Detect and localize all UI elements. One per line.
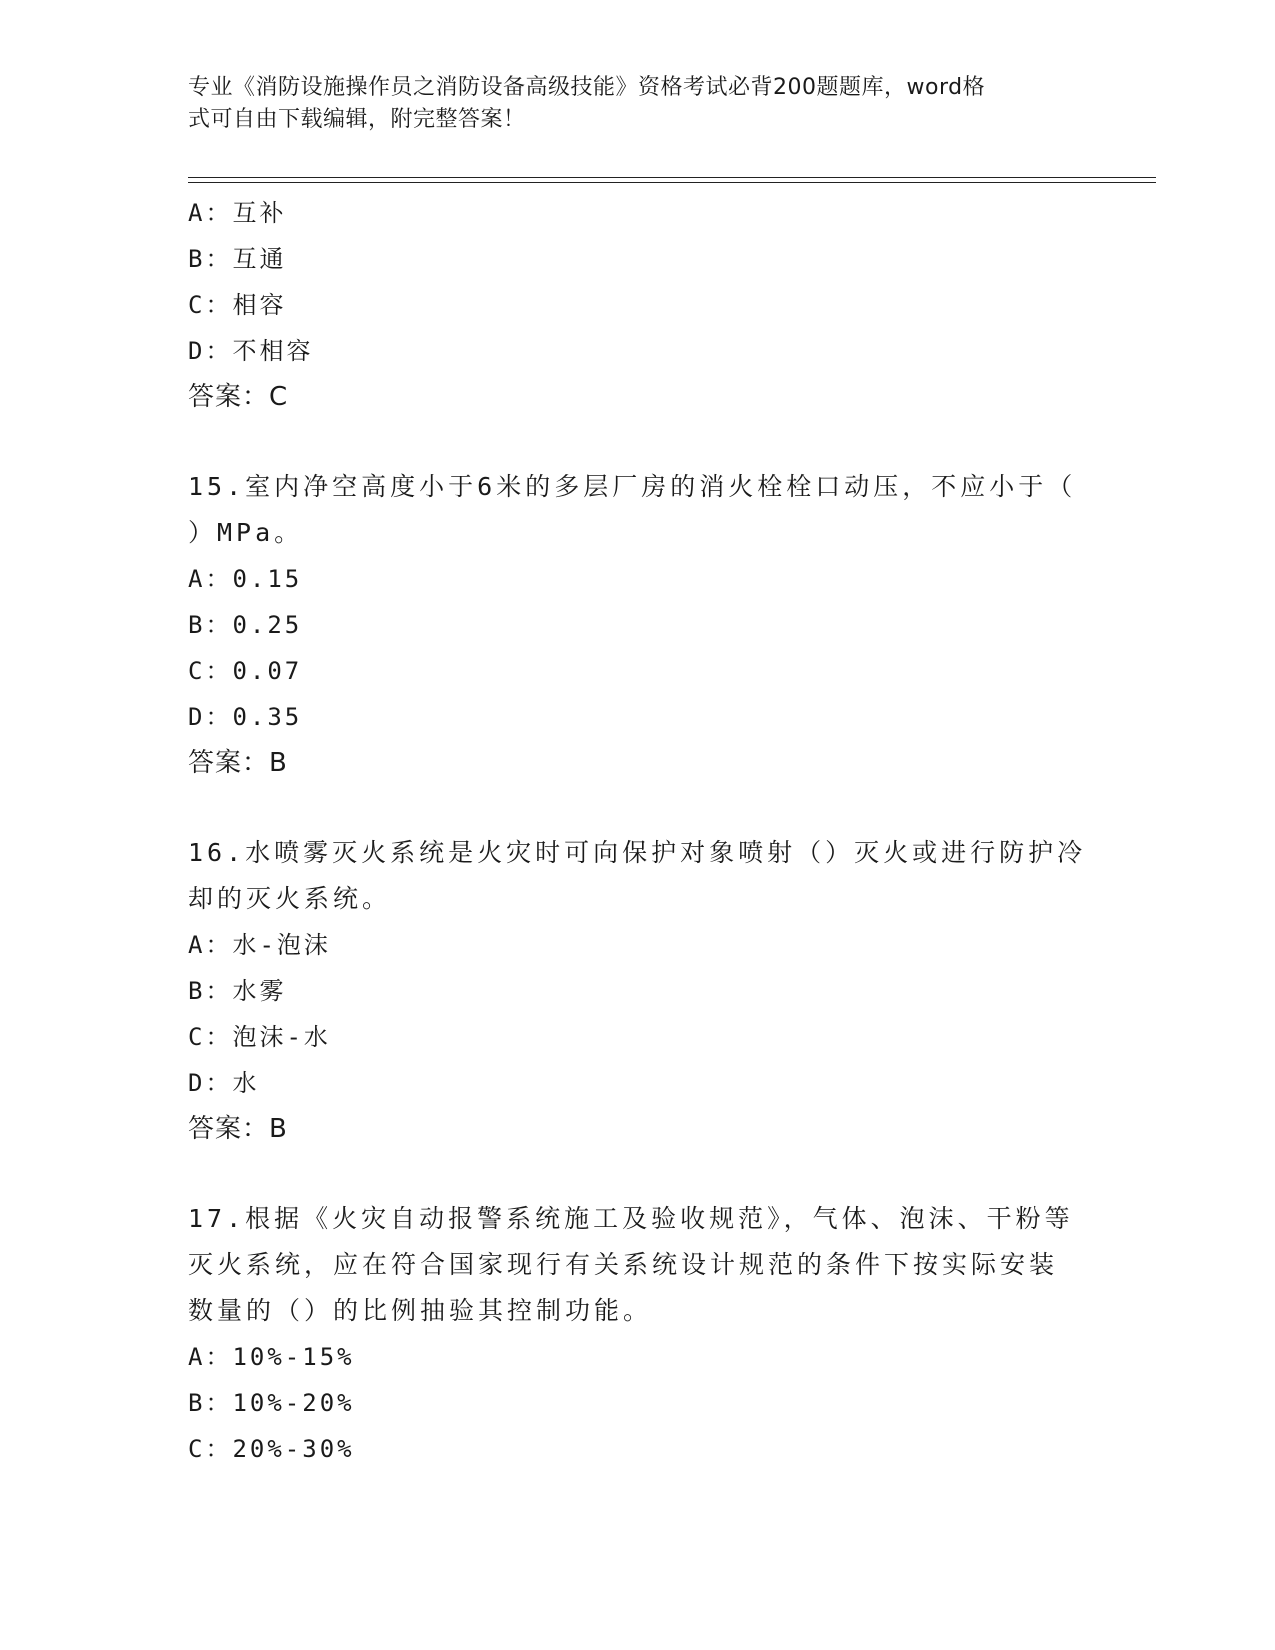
option-a: A：互补 [188, 199, 287, 227]
option-c: C：相容 [188, 291, 287, 319]
answer-line: 答案：C [188, 382, 289, 412]
option-d: D：0.35 [188, 703, 303, 731]
spacer [188, 1152, 1088, 1196]
option-a: A：0.15 [188, 565, 303, 593]
question-14 [188, 190, 1088, 420]
question-17 [188, 1196, 1088, 1472]
question-stem-line: 灭火系统，应在符合国家现行有关系统设计规范的条件下按实际安装 [188, 1250, 1059, 1279]
option-b: B：互通 [188, 245, 287, 273]
option-b: B：水雾 [188, 977, 287, 1005]
spacer [188, 786, 1088, 830]
question-stem-line: 数量的（）的比例抽验其控制功能。 [188, 1296, 653, 1325]
option-b: B：10%-20% [188, 1389, 355, 1417]
option-a: A：10%-15% [188, 1343, 355, 1371]
question-stem-line: 却的灭火系统。 [188, 884, 392, 913]
header-line-1: 专业《消防设施操作员之消防设备高级技能》资格考试必背200题题库，word格 [188, 75, 986, 100]
option-c: C：20%-30% [188, 1435, 355, 1463]
document-header [188, 72, 1068, 136]
header-divider-bottom [188, 182, 1156, 183]
option-c: C：泡沫-水 [188, 1023, 331, 1051]
option-c: C：0.07 [188, 657, 303, 685]
option-d: D：不相容 [188, 337, 314, 365]
header-line-2: 式可自由下载编辑，附完整答案！ [188, 107, 526, 132]
option-d: D：水 [188, 1069, 260, 1097]
option-b: B：0.25 [188, 611, 303, 639]
question-stem-line: 17.根据《火灾自动报警系统施工及验收规范》，气体、泡沫、干粉等 [188, 1204, 1074, 1233]
question-stem-line: ）MPa。 [188, 518, 304, 547]
question-15 [188, 464, 1088, 786]
option-a: A：水-泡沫 [188, 931, 331, 959]
question-list [188, 190, 1088, 1472]
question-stem-line: 16.水喷雾灭火系统是火灾时可向保护对象喷射（）灭火或进行防护冷 [188, 838, 1087, 867]
header-divider-top [188, 177, 1156, 178]
answer-line: 答案：B [188, 748, 288, 778]
spacer [188, 420, 1088, 464]
answer-line: 答案：B [188, 1114, 288, 1144]
question-16 [188, 830, 1088, 1152]
question-stem-line: 15.室内净空高度小于6米的多层厂房的消火栓栓口动压，不应小于（ [188, 472, 1077, 501]
